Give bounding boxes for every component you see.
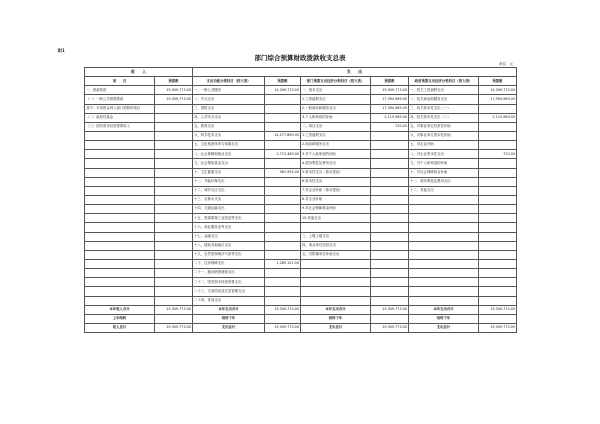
- cell-label: 2.一般商品和服务支出: [301, 104, 371, 113]
- table-body: [85, 86, 517, 305]
- cell-label: [409, 195, 479, 204]
- header-budget-2: 预算数: [265, 77, 301, 86]
- cell-amount: [155, 159, 193, 168]
- cell-amount: [155, 296, 193, 305]
- cell-amount: [371, 278, 409, 287]
- cell-amount: [371, 205, 409, 214]
- cell-amount: 19,309,773.00: [479, 305, 517, 314]
- cell-amount: [155, 113, 193, 122]
- cell-amount: 19,309,773.00: [265, 86, 301, 95]
- cell-label: [409, 296, 479, 305]
- cell-label: 1.工资福利支出: [301, 131, 371, 140]
- cell-label: 收入总计: [85, 323, 155, 332]
- cell-label: 7.对企业补助（基本建设）: [301, 186, 371, 195]
- cell-amount: [479, 131, 517, 140]
- cell-amount: [371, 269, 409, 278]
- cell-label: [301, 259, 371, 268]
- cell-amount: [371, 177, 409, 186]
- cell-label: [85, 232, 155, 241]
- cell-label: [85, 141, 155, 150]
- cell-label: 结转下年: [301, 314, 371, 323]
- cell-label: [409, 250, 479, 259]
- cell-label: 七、文化旅游体育与传媒支出: [193, 141, 265, 150]
- table-row: [85, 195, 517, 204]
- cell-amount: [265, 287, 301, 296]
- cell-amount: 19,309,773.00: [155, 95, 193, 104]
- cell-amount: 19,309,773.00: [371, 323, 409, 332]
- cell-amount: [479, 223, 517, 232]
- cell-label: 六、对事业单位资本性补助: [409, 131, 479, 140]
- cell-amount: [371, 250, 409, 259]
- cell-amount: [479, 168, 517, 177]
- cell-amount: [479, 241, 517, 250]
- table-row: [85, 86, 517, 95]
- cell-amount: 17,394,989.00: [371, 104, 409, 113]
- cell-label: [85, 150, 155, 159]
- cell-amount: [371, 259, 409, 268]
- cell-label: 3.对个人和家庭的补助: [301, 150, 371, 159]
- cell-amount: [155, 269, 193, 278]
- cell-label: 十四、交通运输支出: [193, 205, 265, 214]
- cell-amount: [479, 269, 517, 278]
- cell-amount: 19,309,773.00: [479, 323, 517, 332]
- cell-amount: 19,309,773.00: [155, 323, 193, 332]
- cell-label: 二、机关商品和服务支出: [409, 95, 479, 104]
- cell-amount: 19,309,773.00: [371, 86, 409, 95]
- cell-amount: [479, 278, 517, 287]
- cell-amount: [479, 159, 517, 168]
- cell-label: 本年收入合计: [85, 305, 155, 314]
- header-budget-4: 预算数: [479, 77, 517, 86]
- page-title: 部门综合预算财政拨款收支总表: [254, 54, 346, 62]
- cell-label: [301, 278, 371, 287]
- cell-amount: [371, 314, 409, 323]
- cell-label: [85, 177, 155, 186]
- cell-amount: [371, 195, 409, 204]
- cell-label: 十九、自然资源海洋气象等支出: [193, 250, 265, 259]
- cell-amount: [371, 168, 409, 177]
- cell-label: 一、基本支出: [301, 86, 371, 95]
- cell-label: 五、对事业单位经常性补助: [409, 122, 479, 131]
- table-row: [85, 241, 517, 250]
- cell-amount: [265, 113, 301, 122]
- cell-label: 1.工资福利支出: [301, 95, 371, 104]
- cell-label: [301, 296, 371, 305]
- header-item: 项 目: [85, 77, 155, 86]
- cell-label: 二十二、国有资本经营预算支出: [193, 278, 265, 287]
- cell-label: 一、一般公共服务: [193, 86, 265, 95]
- cell-label: 八、社会保障和就业支出: [193, 150, 265, 159]
- cell-label: 十一、债务利息及费用支出: [409, 177, 479, 186]
- cell-amount: [155, 131, 193, 140]
- cell-amount: [479, 177, 517, 186]
- cell-label: 九、对个人和家庭的补助: [409, 159, 479, 168]
- cell-amount: [155, 141, 193, 150]
- cell-amount: [479, 259, 517, 268]
- cell-label: 支出总计: [193, 323, 265, 332]
- cell-amount: 720.00: [479, 150, 517, 159]
- cell-amount: 14,577,869.00: [265, 131, 301, 140]
- header-gov: 政府预算支出经济分类科目（按大类）: [409, 77, 479, 86]
- table-row: [85, 159, 517, 168]
- cell-label: 一、财政拨款: [85, 86, 155, 95]
- cell-amount: [155, 177, 193, 186]
- section-income: 收 入: [85, 68, 193, 77]
- cell-label: [301, 269, 371, 278]
- cell-label: 本年支出合计: [193, 305, 265, 314]
- table-row: [85, 141, 517, 150]
- cell-label: 五、对附属单位补助支出: [301, 250, 371, 259]
- cell-label: [85, 205, 155, 214]
- cell-label: 二十、住房保障支出: [193, 259, 265, 268]
- table-row: [85, 232, 517, 241]
- cell-label: 二十三、灾害防治及应急管理支出: [193, 287, 265, 296]
- cell-label: 三、机关资本性支出（一）: [409, 104, 479, 113]
- cell-amount: [265, 104, 301, 113]
- table-row: [85, 287, 517, 296]
- section-expense: 支 出: [193, 68, 517, 77]
- cell-amount: [479, 287, 517, 296]
- cell-label: 结转下年: [193, 314, 265, 323]
- cell-amount: [155, 168, 193, 177]
- cell-amount: 19,309,773.00: [155, 86, 193, 95]
- cell-amount: [371, 223, 409, 232]
- cell-amount: [371, 150, 409, 159]
- cell-amount: [155, 314, 193, 323]
- table-row: [85, 269, 517, 278]
- cell-label: [85, 223, 155, 232]
- cell-label: 八、对企业资本性支出: [409, 150, 479, 159]
- cell-amount: 19,309,773.00: [479, 86, 517, 95]
- cell-amount: [265, 159, 301, 168]
- table-row: [85, 250, 517, 259]
- total-row: [85, 314, 517, 323]
- cell-amount: [155, 278, 193, 287]
- cell-amount: 962,954.00: [265, 168, 301, 177]
- cell-amount: [155, 104, 193, 113]
- cell-amount: [265, 214, 301, 223]
- cell-label: 七、对企业补助: [409, 141, 479, 150]
- cell-amount: 2,115,989.00: [479, 113, 517, 122]
- cell-amount: [371, 241, 409, 250]
- cell-label: 九、社会保险基金支出: [193, 159, 265, 168]
- cell-amount: [265, 241, 301, 250]
- cell-amount: 19,309,773.00: [371, 305, 409, 314]
- cell-label: 十五、资源勘探工业信息等支出: [193, 214, 265, 223]
- cell-label: [409, 232, 479, 241]
- cell-amount: [371, 232, 409, 241]
- cell-amount: [155, 186, 193, 195]
- table-row: [85, 177, 517, 186]
- cell-label: [85, 131, 155, 140]
- cell-label: 10.其他支出: [301, 214, 371, 223]
- table-row: [85, 150, 517, 159]
- header-budget: 预算数: [155, 77, 193, 86]
- cell-label: 十一、节能环保支出: [193, 177, 265, 186]
- cell-amount: [155, 195, 193, 204]
- cell-label: （三）国有资本经营预算收入: [85, 122, 155, 131]
- cell-amount: [479, 104, 517, 113]
- cell-label: 支出总计: [301, 323, 371, 332]
- cell-label: [409, 214, 479, 223]
- cell-amount: [155, 287, 193, 296]
- cell-label: 二十四、其他支出: [193, 296, 265, 305]
- cell-amount: [479, 214, 517, 223]
- cell-label: （二）政府性基金: [85, 113, 155, 122]
- cell-amount: [265, 223, 301, 232]
- table-row: [85, 223, 517, 232]
- header-budget-3: 预算数: [371, 77, 409, 86]
- cell-amount: 17,394,989.00: [371, 95, 409, 104]
- cell-label: 9.对社会保障基金补助: [301, 205, 371, 214]
- cell-amount: 2,115,989.00: [371, 113, 409, 122]
- cell-amount: [265, 269, 301, 278]
- cell-label: 二、外交支出: [193, 95, 265, 104]
- cell-label: 本年支出合计: [409, 305, 479, 314]
- total-row: [85, 305, 517, 314]
- cell-amount: [265, 195, 301, 204]
- cell-label: 8.对企业补助: [301, 195, 371, 204]
- cell-label: [409, 223, 479, 232]
- table-row: [85, 186, 517, 195]
- cell-amount: 1,289,151.00: [265, 259, 301, 268]
- cell-label: [85, 241, 155, 250]
- cell-label: 二十一、粮油物资储备支出: [193, 269, 265, 278]
- cell-amount: [371, 214, 409, 223]
- cell-amount: [265, 250, 301, 259]
- cell-label: [85, 296, 155, 305]
- cell-amount: [155, 214, 193, 223]
- table-row: [85, 205, 517, 214]
- cell-amount: [265, 278, 301, 287]
- cell-label: 支出总计: [409, 323, 479, 332]
- cell-label: [301, 287, 371, 296]
- cell-amount: 17,394,989.00: [479, 95, 517, 104]
- cell-label: [409, 278, 479, 287]
- cell-label: [301, 223, 371, 232]
- cell-amount: [155, 223, 193, 232]
- cell-amount: [479, 122, 517, 131]
- cell-amount: [371, 159, 409, 168]
- cell-amount: [265, 95, 301, 104]
- cell-amount: [155, 259, 193, 268]
- cell-label: （一）一般公共预算拨款: [85, 95, 155, 104]
- cell-label: 十八、援助其他地区支出: [193, 241, 265, 250]
- cell-amount: [155, 232, 193, 241]
- header-dept: 部门预算支出经济分类科目（按大类）: [301, 77, 371, 86]
- cell-amount: 19,309,773.00: [155, 305, 193, 314]
- cell-label: [85, 214, 155, 223]
- cell-label: 四、机关资本性支出（二）: [409, 113, 479, 122]
- cell-label: [85, 278, 155, 287]
- cell-amount: [265, 314, 301, 323]
- cell-label: [85, 250, 155, 259]
- cell-label: 十、对社会保障基金补助: [409, 168, 479, 177]
- cell-amount: [479, 141, 517, 150]
- cell-label: [409, 269, 479, 278]
- cell-amount: [479, 314, 517, 323]
- table-row: [85, 104, 517, 113]
- cell-label: 4.债务利息及费用支出: [301, 159, 371, 168]
- cell-amount: 720.00: [371, 122, 409, 131]
- table-row: [85, 278, 517, 287]
- cell-label: 十三、农林水支出: [193, 195, 265, 204]
- cell-amount: [479, 296, 517, 305]
- cell-label: 结转下年: [409, 314, 479, 323]
- cell-amount: [371, 296, 409, 305]
- cell-label: 十七、金融支出: [193, 232, 265, 241]
- cell-amount: [479, 186, 517, 195]
- cell-label: 三、上缴上级支出: [301, 232, 371, 241]
- corner-mark: 附1: [58, 48, 65, 53]
- cell-label: 3.个人和家庭的补助: [301, 113, 371, 122]
- cell-label: 十、卫生健康支出: [193, 168, 265, 177]
- cell-label: 六、科学技术支出: [193, 131, 265, 140]
- table-row: [85, 95, 517, 104]
- cell-label: 5.资本性支出（基本建设）: [301, 168, 371, 177]
- cell-label: [409, 287, 479, 296]
- cell-label: [85, 287, 155, 296]
- cell-amount: [265, 141, 301, 150]
- cell-amount: [265, 177, 301, 186]
- table-row: [85, 214, 517, 223]
- cell-label: 十二、城乡社区支出: [193, 186, 265, 195]
- table-row: [85, 122, 517, 131]
- table-row: [85, 168, 517, 177]
- cell-label: [409, 241, 479, 250]
- cell-amount: [371, 186, 409, 195]
- cell-amount: 19,309,773.00: [265, 305, 301, 314]
- cell-label: [85, 186, 155, 195]
- cell-label: [85, 168, 155, 177]
- cell-amount: [155, 205, 193, 214]
- cell-label: 四、事业单位经营支出: [301, 241, 371, 250]
- cell-label: 一、机关工资福利支出: [409, 86, 479, 95]
- cell-amount: [265, 122, 301, 131]
- cell-amount: [371, 287, 409, 296]
- cell-label: 上年结转: [85, 314, 155, 323]
- cell-label: 本年支出合计: [301, 305, 371, 314]
- cell-amount: [155, 241, 193, 250]
- cell-amount: [479, 195, 517, 204]
- cell-label: [85, 269, 155, 278]
- cell-amount: [371, 131, 409, 140]
- cell-amount: [265, 232, 301, 241]
- cell-amount: [265, 205, 301, 214]
- budget-table: [84, 67, 517, 333]
- cell-label: 6.资本性支出: [301, 177, 371, 186]
- table-row: [85, 259, 517, 268]
- total-row: [85, 323, 517, 332]
- cell-label: [85, 159, 155, 168]
- cell-amount: [479, 250, 517, 259]
- cell-label: [409, 205, 479, 214]
- cell-label: 十六、商业服务业等支出: [193, 223, 265, 232]
- cell-label: 2.商品和服务支出: [301, 141, 371, 150]
- unit-label: 单位：元: [499, 62, 513, 66]
- cell-amount: [479, 205, 517, 214]
- cell-label: 二、项目支出: [301, 122, 371, 131]
- header-func: 支出功能分类科目（按大类）: [193, 77, 265, 86]
- cell-amount: [155, 122, 193, 131]
- cell-label: 五、教育支出: [193, 122, 265, 131]
- cell-amount: [371, 141, 409, 150]
- cell-label: 其中：专项资金列入部门预算的项目: [85, 104, 155, 113]
- cell-label: 十二、其他支出: [409, 186, 479, 195]
- cell-amount: 2,715,389.00: [265, 150, 301, 159]
- cell-amount: [155, 250, 193, 259]
- table-row: [85, 131, 517, 140]
- cell-amount: [155, 150, 193, 159]
- cell-label: 四、公共安全支出: [193, 113, 265, 122]
- cell-label: [409, 259, 479, 268]
- table-row: [85, 296, 517, 305]
- cell-amount: [265, 296, 301, 305]
- cell-amount: [265, 186, 301, 195]
- cell-label: 三、国防支出: [193, 104, 265, 113]
- cell-label: [85, 259, 155, 268]
- cell-amount: [479, 232, 517, 241]
- cell-amount: 19,309,773.00: [265, 323, 301, 332]
- table-totals: [85, 305, 517, 332]
- cell-label: [85, 195, 155, 204]
- table-row: [85, 113, 517, 122]
